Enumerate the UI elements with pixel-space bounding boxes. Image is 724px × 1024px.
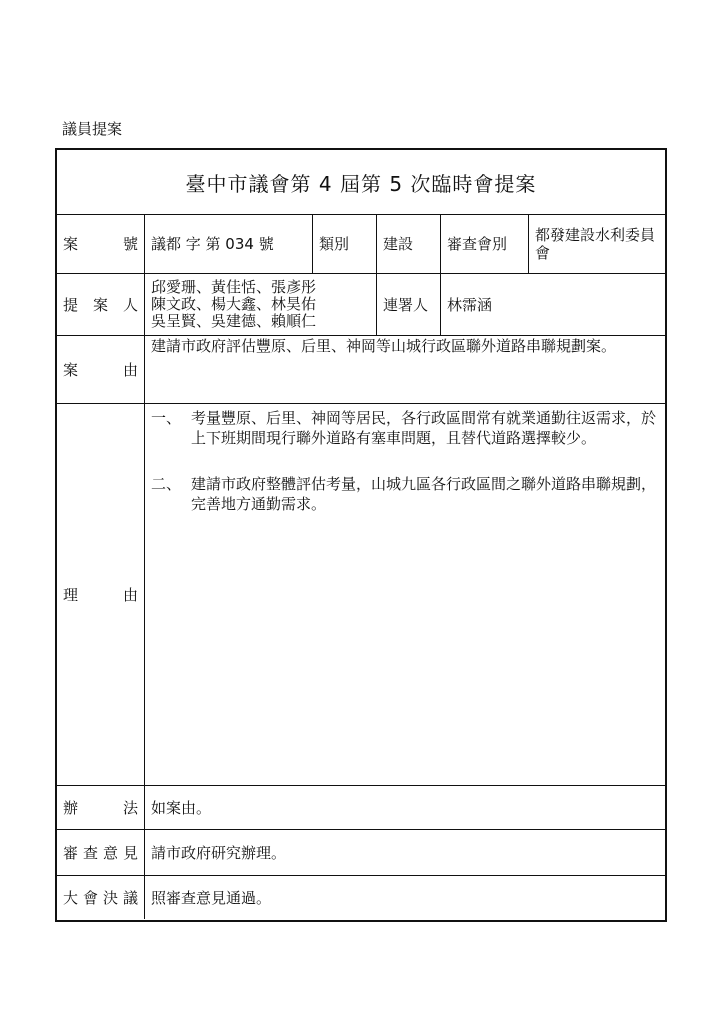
method-row <box>57 786 665 830</box>
cosigner-label: 連署人 <box>377 274 441 335</box>
proposer-label: 提 案 人 <box>57 274 145 335</box>
header-label: 議員提案 <box>62 120 123 138</box>
proposer-line: 吳呈賢、吳建德、賴順仁 <box>151 312 317 330</box>
reason-content <box>145 404 665 785</box>
resolution-row <box>57 876 665 919</box>
reason-item-text: 建請市政府整體評估考量，山城九區各行政區間之聯外道路串聯規劃，完善地方通勤需求。 <box>191 475 657 513</box>
review-committee-label: 審查會別 <box>441 214 529 273</box>
subject-label: 案 由 <box>57 336 145 403</box>
method-text: 如案由。 <box>151 799 212 817</box>
reason-label: 理 由 <box>57 404 145 785</box>
category-label: 類別 <box>313 214 377 273</box>
proposal-form <box>55 148 667 922</box>
proposer-row <box>57 274 665 336</box>
subject-row <box>57 336 665 404</box>
reason-item <box>151 474 659 514</box>
reason-item-text: 考量豐原、后里、神岡等居民，各行政區間常有就業通勤往返需求，於上下班期間現行聯外道路有塞車問題，且替代道路選擇較少。 <box>191 409 657 447</box>
reason-row <box>57 404 665 786</box>
method-label: 辦 法 <box>57 786 145 829</box>
reason-item <box>151 408 659 448</box>
case-number-label: 案 號 <box>57 214 145 273</box>
cosigner-value: 林霈涵 <box>447 296 493 314</box>
category-value: 建設 <box>377 214 441 273</box>
proposer-line: 邱愛珊、黃佳恬、張彥彤 <box>151 278 317 296</box>
review-opinion-text: 請市政府研究辦理。 <box>151 844 287 862</box>
case-number-row <box>57 214 665 274</box>
proposer-names <box>145 274 377 335</box>
case-number-value: 議都 字 第 034 號 <box>145 214 313 273</box>
reason-item-number: 一、 <box>151 409 182 427</box>
form-title: 臺中市議會第 4 屆第 5 次臨時會提案 <box>57 150 665 215</box>
review-opinion-label: 審 查 意 見 <box>57 830 145 875</box>
reason-item-number: 二、 <box>151 475 182 493</box>
review-opinion-row <box>57 830 665 876</box>
review-committee-value: 都發建設水利委員會 <box>535 225 656 262</box>
proposer-line: 陳文政、楊大鑫、林昊佑 <box>151 295 317 313</box>
resolution-label: 大 會 決 議 <box>57 876 145 919</box>
subject-text: 建請市政府評估豐原、后里、神岡等山城行政區聯外道路串聯規劃案。 <box>151 337 617 355</box>
resolution-text: 照審查意見通過。 <box>151 889 272 907</box>
